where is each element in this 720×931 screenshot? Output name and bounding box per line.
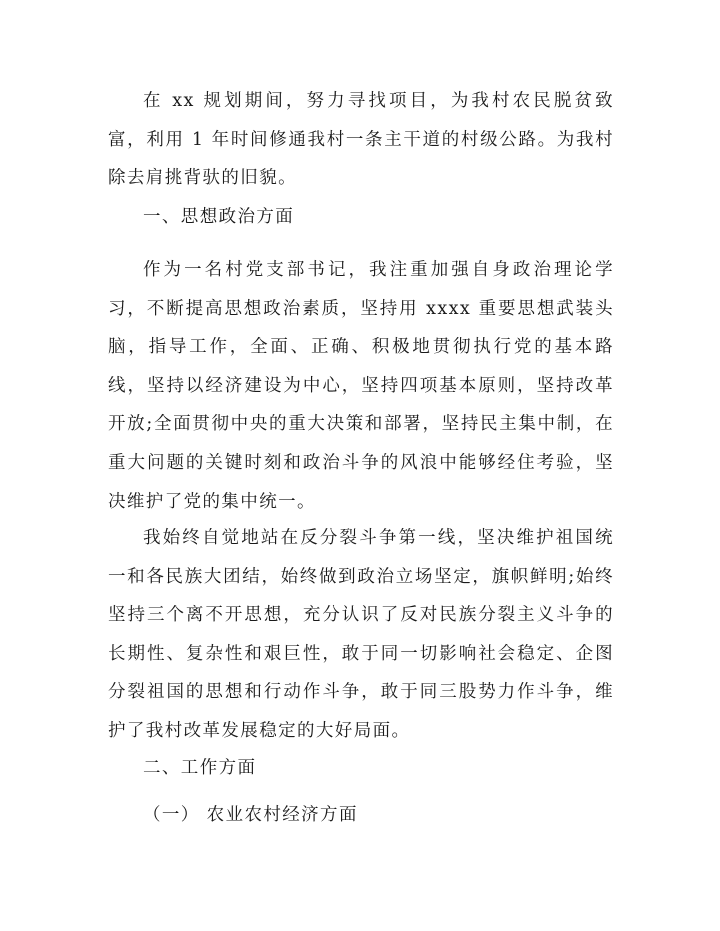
paragraph-politics-2: 我始终自觉地站在反分裂斗争第一线，坚决维护祖国统一和各民族大团结，始终做到政治立场坚定，旗帜鲜明;始终坚持三个离不开思想，充分认识了反对民族分裂主义斗争的长期性、复杂性和艰巨性，敢于同一切影响社会稳定、企图分裂祖国的思想和行动作斗争，敢于同三股势力作斗争，维护了我村改革发展稳定的大好局面。 [108,528,614,741]
paragraph-intro: 在 xx 规划期间，努力寻找项目，为我村农民脱贫致富，利用 1 年时间修通我村一条主干道的村级公路。为我村除去肩挑背驮的旧貌。 [108,91,614,189]
section-heading-work: 二、工作方面 [143,758,257,778]
subsection-heading-agriculture: （一） 农业农村经济方面 [143,805,358,825]
paragraph-politics-1: 作为一名村党支部书记，我注重加强自身政治理论学习，不断提高思想政治素质，坚持用 xxxx 重要思想武装头脑，指导工作，全面、正确、积极地贯彻执行党的基本路线，坚持以经济建设为中心，坚持四项基本原则，坚持改革开放;全面贯彻中央的重大决策和部署，坚持民主集中制，在重大问题的关键时刻和政治斗争的风浪中能够经住考验，坚决维护了党的集中统一。 [108,260,614,512]
section-heading-politics: 一、思想政治方面 [143,207,295,227]
